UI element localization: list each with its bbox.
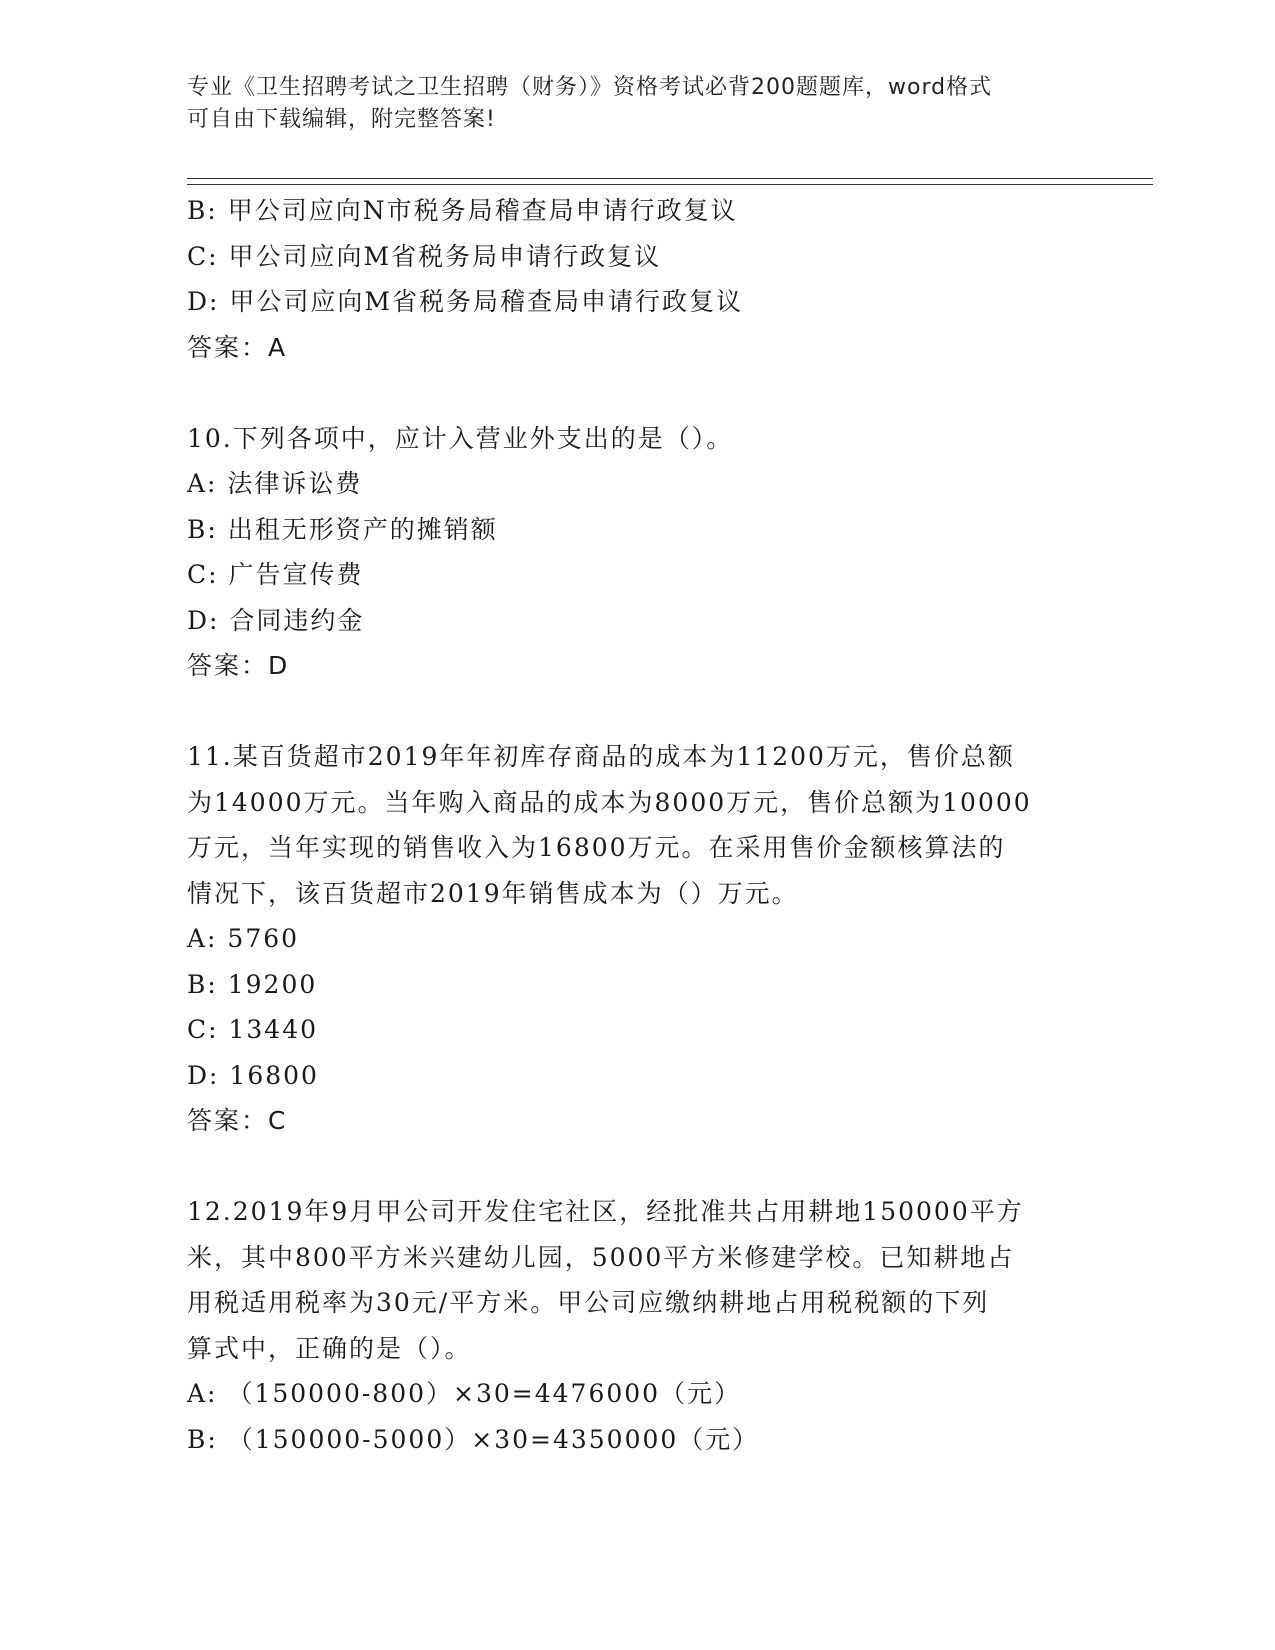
q11-stem-line: 万元，当年实现的销售收入为16800万元。在采用售价金额核算法的	[187, 833, 1006, 862]
page-header	[187, 72, 1067, 136]
q12-stem-line: 米，其中800平方米兴建幼儿园，5000平方米修建学校。已知耕地占	[187, 1242, 1015, 1272]
q12-stem-line: 12.2019年9月甲公司开发住宅社区，经批准共占用耕地150000平方	[187, 1197, 1024, 1226]
spacer	[187, 1144, 1067, 1190]
q9-option-d: D: 甲公司应向M省税务局稽查局申请行政复议	[187, 287, 744, 316]
q9-option-c: C: 甲公司应向M省税务局申请行政复议	[187, 241, 662, 271]
q11-stem-line: 为14000万元。当年购入商品的成本为8000万元，售价总额为10000	[187, 787, 1032, 817]
q11-option-c: C: 13440	[187, 1015, 319, 1044]
q10-answer: 答案：D	[187, 651, 290, 680]
q11-stem-line: 11.某百货超市2019年年初库存商品的成本为11200万元，售价总额	[187, 742, 1015, 771]
header-line-2: 可自由下载编辑，附完整答案!	[187, 107, 496, 132]
spacer	[187, 370, 1067, 416]
q12-stem-line: 算式中，正确的是（）。	[187, 1333, 472, 1363]
q11-option-d: D: 16800	[187, 1060, 319, 1090]
header-line-1: 专业《卫生招聘考试之卫生招聘（财务）》资格考试必背200题题库，word格式	[187, 75, 993, 100]
spacer	[187, 689, 1067, 735]
q10-option-b: B: 出租无形资产的摊销额	[187, 514, 498, 544]
q9-option-b: B: 甲公司应向N市税务局稽查局申请行政复议	[187, 196, 738, 225]
q12-stem-line: 用税适用税率为30元/平方米。甲公司应缴纳耕地占用税税额的下列	[187, 1288, 990, 1317]
question-11	[187, 734, 1067, 1144]
question-12	[187, 1189, 1067, 1462]
q10-option-d: D: 合同违约金	[187, 605, 365, 635]
q9-answer: 答案：A	[187, 332, 288, 362]
q12-option-b: B: （150000-5000）×30=4350000（元）	[187, 1424, 760, 1454]
question-9	[187, 188, 1067, 370]
q11-answer: 答案：C	[187, 1106, 288, 1135]
q10-option-a: A: 法律诉讼费	[187, 469, 363, 498]
q11-option-b: B: 19200	[187, 969, 318, 999]
q10-stem: 10.下列各项中，应计入营业外支出的是（）。	[187, 423, 734, 453]
question-10	[187, 416, 1067, 689]
document-body	[187, 188, 1067, 1462]
q11-option-a: A: 5760	[187, 924, 300, 953]
q10-option-c: C: 广告宣传费	[187, 560, 364, 589]
header-divider	[187, 178, 1153, 185]
q12-option-a: A: （150000-800）×30=4476000（元）	[187, 1379, 742, 1408]
q11-stem-line: 情况下，该百货超市2019年销售成本为（）万元。	[187, 878, 799, 908]
